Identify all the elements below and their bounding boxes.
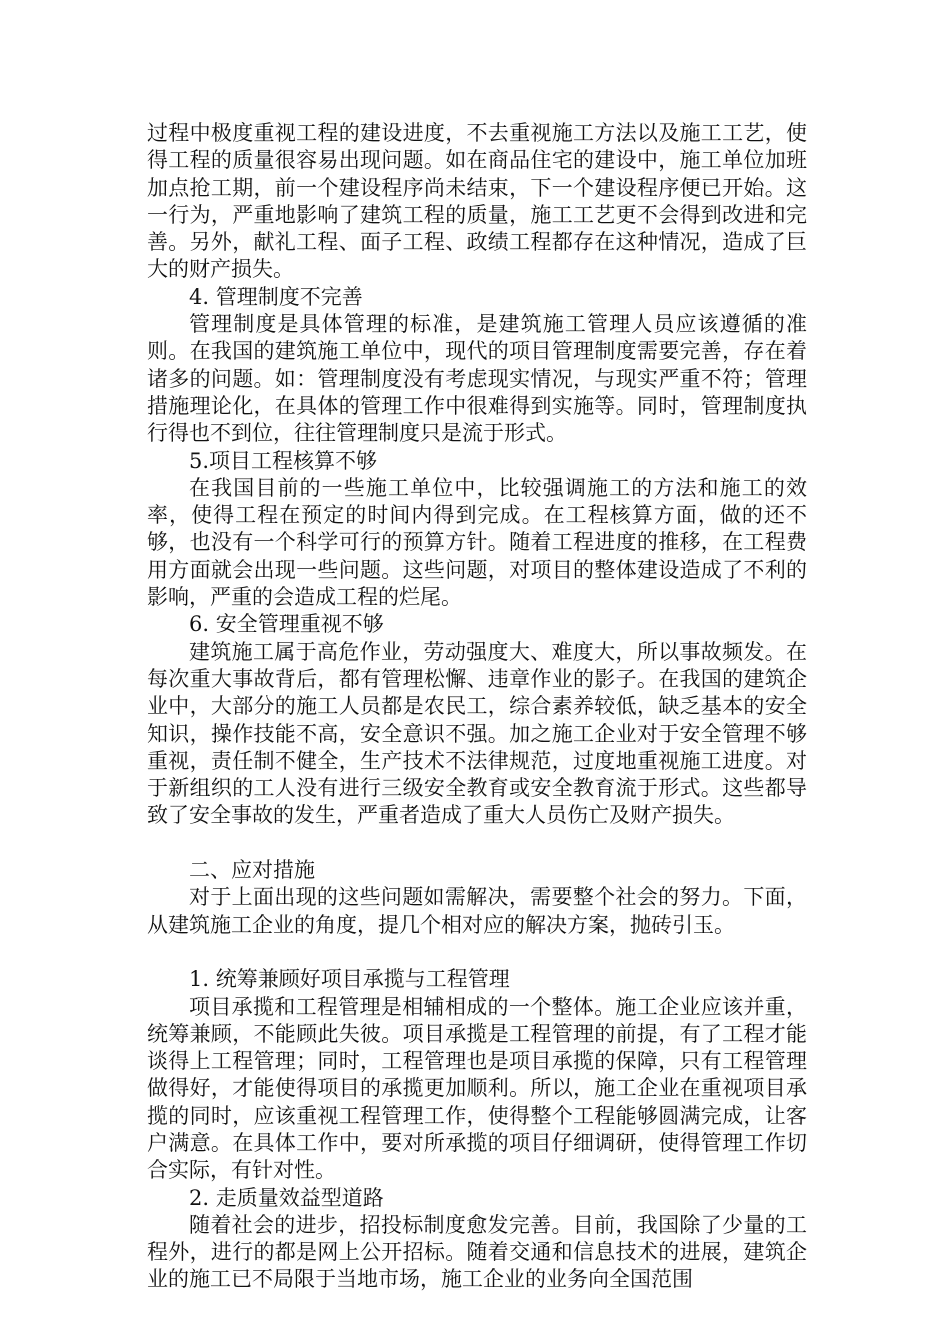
paragraph-management-system: 管理制度是具体管理的标准，是建筑施工管理人员应该遵循的准则。在我国的建筑施工单位中，现代的项目管理制度需要完善，存在着诸多的问题。如：管理制度没有考虑现实情况，与现实严重不符；管理措施理论化，在具体的管理工作中很难得到实施等。同时，管理制度执行得也不到位，往往管理制度只是流于形式。 bbox=[147, 312, 807, 446]
paragraph-countermeasures-intro: 对于上面出现的这些问题如需解决，需要整个社会的努力。下面，从建筑施工企业的角度，提几个相对应的解决方案，抛砖引玉。 bbox=[147, 885, 807, 937]
paragraph-cost-accounting: 在我国目前的一些施工单位中，比较强调施工的方法和施工的效率，使得工程在预定的时间内得到完成。在工程核算方面，做的还不够，也没有一个科学可行的预算方针。随着工程进度的推移，在工程费用方面就会出现一些问题。这些问题，对项目的整体建设造成了不利的影响，严重的会造成工程的烂尾。 bbox=[147, 475, 807, 610]
heading-project-contracting: 1. 统筹兼顾好项目承揽与工程管理 bbox=[189, 967, 510, 992]
heading-cost-accounting: 5.项目工程核算不够 bbox=[189, 448, 378, 473]
document-page bbox=[147, 120, 807, 1294]
heading-management-system: 4. 管理制度不完善 bbox=[189, 284, 363, 309]
paragraph-construction-progress: 过程中极度重视工程的建设进度，不去重视施工方法以及施工工艺，使得工程的质量很容易出现问题。如在商品住宅的建设中，施工单位加班加点抢工期，前一个建设程序尚未结束，下一个建设程序便已开始。这一行为，严重地影响了建筑工程的质量，施工工艺更不会得到改进和完善。另外，献礼工程、面子工程、政绩工程都存在这种情况，造成了巨大的财产损失。 bbox=[147, 121, 807, 282]
heading-quality-efficiency: 2. 走质量效益型道路 bbox=[189, 1185, 384, 1210]
heading-safety-management: 6. 安全管理重视不够 bbox=[189, 612, 384, 637]
paragraph-quality-efficiency: 随着社会的进步，招投标制度愈发完善。目前，我国除了少量的工程外，进行的都是网上公开招标。随着交通和信息技术的进展，建筑企业的施工已不局限于当地市场，施工企业的业务向全国范围 bbox=[147, 1212, 807, 1292]
paragraph-project-contracting: 项目承揽和工程管理是相辅相成的一个整体。施工企业应该并重，统筹兼顾，不能顾此失彼。项目承揽是工程管理的前提，有了工程才能谈得上工程管理；同时，工程管理也是项目承揽的保障，只有工程管理做得好，才能使得项目的承揽更加顺利。所以，施工企业在重视项目承揽的同时，应该重视工程管理工作，使得整个工程能够圆满完成，让客户满意。在具体工作中，要对所承揽的项目仔细调研，使得管理工作切合实际，有针对性。 bbox=[147, 994, 807, 1183]
blank-line bbox=[147, 830, 807, 857]
paragraph-safety-management: 建筑施工属于高危作业，劳动强度大、难度大，所以事故频发。在每次重大事故背后，都有管理松懈、违章作业的影子。在我国的建筑企业中，大部分的施工人员都是农民工，综合素养较低，缺乏基本的安全知识，操作技能不高，安全意识不强。加之施工企业对于安全管理不够重视，责任制不健全，生产技术不法律规范，过度地重视施工进度。对于新组织的工人没有进行三级安全教育或安全教育流于形式。这些都导致了安全事故的发生，严重者造成了重大人员伤亡及财产损失。 bbox=[147, 639, 807, 828]
blank-line bbox=[147, 939, 807, 966]
heading-countermeasures: 二、应对措施 bbox=[189, 858, 315, 883]
